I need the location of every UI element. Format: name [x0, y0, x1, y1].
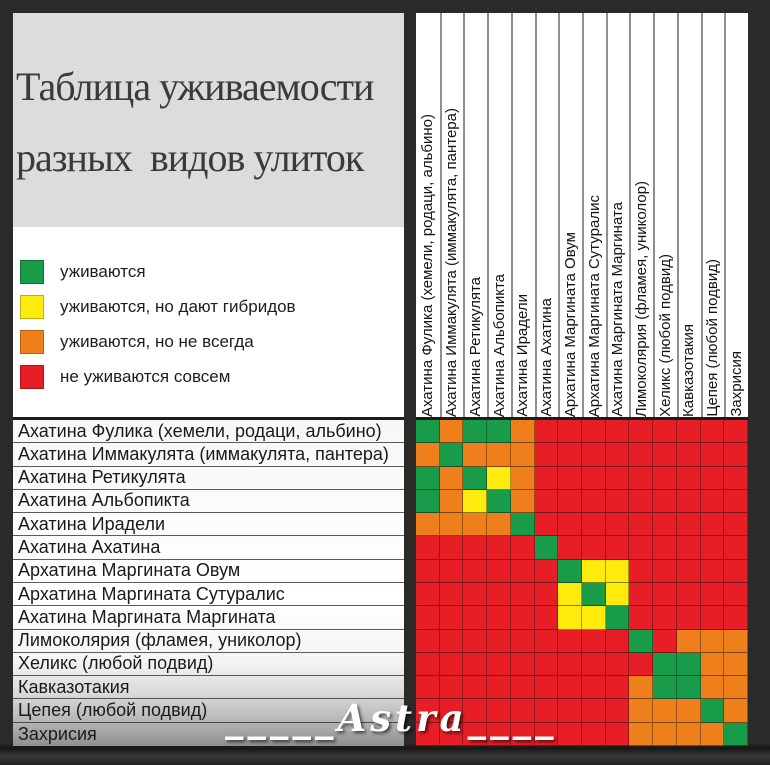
matrix-cell-red — [582, 699, 606, 722]
column-header-label: Лимоколярия (фламея, униколор) — [633, 180, 651, 417]
row-label: Ахатина Ирадели — [13, 513, 404, 536]
matrix-cell-red — [724, 490, 748, 513]
title-block — [13, 13, 404, 227]
column-headers — [416, 13, 748, 417]
matrix-cell-red — [511, 723, 535, 746]
column-header-label: Захрисия — [727, 351, 745, 417]
matrix-cell-red — [629, 583, 653, 606]
matrix-cell-red — [677, 513, 701, 536]
matrix-cell-red — [606, 630, 630, 653]
matrix-cell-red — [701, 513, 725, 536]
row-label: Архатина Маргината Овум — [13, 560, 404, 583]
matrix-cell-orange — [629, 699, 653, 722]
matrix-cell-red — [653, 490, 677, 513]
matrix-cell-orange — [511, 420, 535, 443]
matrix-cell-red — [653, 467, 677, 490]
matrix-cell-green — [677, 676, 701, 699]
matrix-cell-red — [535, 723, 559, 746]
matrix-cell-orange — [463, 513, 487, 536]
matrix-cell-red — [416, 583, 440, 606]
matrix-cell-red — [724, 583, 748, 606]
matrix-cell-red — [535, 560, 559, 583]
row-label: Ахатина Ретикулята — [13, 467, 404, 490]
matrix-cell-red — [535, 443, 559, 466]
column-header — [701, 13, 725, 417]
matrix-cell-red — [724, 443, 748, 466]
matrix-cell-red — [440, 630, 464, 653]
column-header — [724, 13, 748, 417]
matrix-cell-green — [416, 490, 440, 513]
column-header-label: Ахатина Альбопикта — [490, 273, 508, 417]
matrix-cell-red — [582, 536, 606, 559]
matrix-cell-red — [463, 699, 487, 722]
matrix-cell-orange — [463, 443, 487, 466]
compatibility-matrix — [416, 417, 748, 746]
matrix-cell-red — [724, 536, 748, 559]
matrix-cell-red — [558, 723, 582, 746]
column-header — [606, 13, 630, 417]
matrix-cell-red — [606, 676, 630, 699]
matrix-cell-red — [511, 560, 535, 583]
matrix-cell-red — [606, 513, 630, 536]
legend-swatch-red — [20, 365, 44, 389]
page-title-line2: разных видов улиток — [16, 135, 364, 180]
matrix-cell-red — [535, 467, 559, 490]
matrix-cell-yellow — [606, 583, 630, 606]
row-label: Кавказотакия — [13, 676, 404, 699]
matrix-cell-red — [558, 490, 582, 513]
table-content — [13, 13, 748, 746]
matrix-cell-red — [511, 583, 535, 606]
matrix-cell-red — [463, 606, 487, 629]
legend-item-red — [13, 359, 404, 394]
matrix-cell-red — [724, 560, 748, 583]
row-label: Ахатина Ахатина — [13, 536, 404, 559]
column-header — [653, 13, 677, 417]
matrix-cell-red — [535, 420, 559, 443]
matrix-cell-red — [701, 467, 725, 490]
matrix-cell-green — [535, 536, 559, 559]
matrix-cell-red — [629, 560, 653, 583]
matrix-cell-yellow — [558, 606, 582, 629]
matrix-cell-green — [463, 467, 487, 490]
matrix-cell-red — [535, 583, 559, 606]
matrix-cell-green — [487, 420, 511, 443]
matrix-cell-red — [463, 536, 487, 559]
matrix-cell-red — [535, 630, 559, 653]
matrix-cell-orange — [487, 443, 511, 466]
matrix-cell-red — [511, 536, 535, 559]
matrix-cell-red — [582, 420, 606, 443]
matrix-cell-red — [416, 699, 440, 722]
page-title-line1: Таблица уживаемости — [16, 64, 374, 109]
matrix-cell-red — [629, 653, 653, 676]
matrix-cell-red — [724, 513, 748, 536]
matrix-cell-red — [701, 443, 725, 466]
matrix-cell-red — [582, 630, 606, 653]
matrix-cell-green — [653, 653, 677, 676]
matrix-cell-orange — [416, 443, 440, 466]
legend-label: не уживаются совсем — [60, 366, 231, 386]
matrix-cell-red — [463, 560, 487, 583]
matrix-cell-red — [487, 676, 511, 699]
matrix-cell-green — [416, 420, 440, 443]
legend-label: уживаются, но дают гибридов — [60, 296, 296, 316]
matrix-cell-red — [606, 467, 630, 490]
matrix-cell-red — [724, 467, 748, 490]
matrix-cell-orange — [440, 490, 464, 513]
matrix-cell-red — [535, 513, 559, 536]
matrix-cell-red — [558, 676, 582, 699]
matrix-cell-red — [701, 560, 725, 583]
matrix-cell-red — [558, 630, 582, 653]
matrix-cell-red — [582, 513, 606, 536]
matrix-cell-red — [629, 513, 653, 536]
matrix-cell-orange — [724, 676, 748, 699]
matrix-cell-orange — [677, 723, 701, 746]
matrix-cell-red — [653, 443, 677, 466]
matrix-cell-green — [487, 490, 511, 513]
row-label: Захрисия — [18, 723, 97, 744]
matrix-cell-red — [701, 606, 725, 629]
matrix-cell-green — [416, 467, 440, 490]
matrix-cell-red — [558, 443, 582, 466]
matrix-cell-yellow — [463, 490, 487, 513]
legend-label: уживаются — [60, 261, 146, 281]
matrix-cell-orange — [440, 513, 464, 536]
matrix-cell-red — [606, 490, 630, 513]
row-label: Архатина Маргината Сутуралис — [13, 583, 404, 606]
matrix-cell-red — [440, 723, 464, 746]
row-label: Лимоколярия (фламея, униколор) — [13, 630, 404, 653]
matrix-cell-red — [535, 490, 559, 513]
matrix-cell-red — [582, 490, 606, 513]
matrix-cell-green — [677, 653, 701, 676]
matrix-cell-red — [606, 723, 630, 746]
column-header — [487, 13, 511, 417]
column-header-label: Ахатина Ирадели — [514, 294, 532, 417]
matrix-cell-green — [511, 513, 535, 536]
row-label: Ахатина Маргината Маргината — [13, 606, 404, 629]
matrix-cell-orange — [511, 490, 535, 513]
matrix-cell-red — [416, 630, 440, 653]
matrix-cell-red — [558, 536, 582, 559]
legend-swatch-orange — [20, 330, 44, 354]
matrix-cell-red — [416, 560, 440, 583]
matrix-cell-red — [582, 676, 606, 699]
matrix-cell-red — [677, 443, 701, 466]
column-header-label: Ахатина Ахатина — [538, 298, 556, 417]
matrix-cell-red — [440, 560, 464, 583]
matrix-cell-green — [724, 723, 748, 746]
matrix-cell-orange — [440, 467, 464, 490]
matrix-cell-red — [535, 676, 559, 699]
matrix-cell-red — [416, 653, 440, 676]
legend-label: уживаются, но не всегда — [60, 331, 254, 351]
matrix-cell-red — [653, 583, 677, 606]
matrix-cell-yellow — [582, 606, 606, 629]
matrix-cell-red — [582, 723, 606, 746]
matrix-cell-orange — [724, 630, 748, 653]
matrix-cell-red — [511, 653, 535, 676]
matrix-cell-red — [629, 443, 653, 466]
row-label: Ахатина Фулика (хемели, родаци, альбино) — [13, 420, 404, 443]
matrix-cell-orange — [487, 513, 511, 536]
matrix-panel — [416, 13, 748, 746]
matrix-cell-red — [677, 490, 701, 513]
matrix-cell-orange — [701, 653, 725, 676]
row-label: Хеликс (любой подвид) — [13, 653, 404, 676]
matrix-cell-red — [440, 676, 464, 699]
column-header-label: Архатина Маргината Сутуралис — [585, 194, 603, 417]
matrix-cell-green — [463, 420, 487, 443]
matrix-cell-red — [463, 723, 487, 746]
row-label: Цепея (любой подвид) — [13, 699, 404, 722]
legend-item-orange — [13, 324, 404, 359]
matrix-cell-red — [511, 606, 535, 629]
column-header-label: Ахатина Маргината Маргината — [609, 202, 627, 417]
matrix-cell-red — [416, 606, 440, 629]
matrix-cell-orange — [677, 630, 701, 653]
matrix-cell-orange — [701, 630, 725, 653]
matrix-cell-red — [629, 536, 653, 559]
matrix-cell-red — [653, 420, 677, 443]
matrix-cell-red — [558, 420, 582, 443]
matrix-cell-green — [629, 630, 653, 653]
matrix-cell-red — [653, 536, 677, 559]
matrix-cell-yellow — [606, 560, 630, 583]
matrix-cell-red — [701, 490, 725, 513]
column-header — [535, 13, 559, 417]
column-header — [677, 13, 701, 417]
column-header — [440, 13, 464, 417]
matrix-cell-red — [511, 630, 535, 653]
matrix-cell-red — [416, 676, 440, 699]
matrix-cell-orange — [677, 699, 701, 722]
matrix-cell-red — [535, 699, 559, 722]
row-labels — [13, 420, 404, 746]
matrix-cell-red — [629, 490, 653, 513]
matrix-cell-red — [677, 583, 701, 606]
matrix-cell-orange — [701, 723, 725, 746]
column-header — [416, 13, 440, 417]
matrix-cell-red — [416, 536, 440, 559]
column-header-label: Ахатина Фулика (хемели, родаци, альбино) — [418, 113, 436, 417]
matrix-cell-red — [558, 467, 582, 490]
matrix-cell-orange — [416, 513, 440, 536]
column-header — [463, 13, 487, 417]
matrix-cell-red — [558, 513, 582, 536]
matrix-cell-red — [416, 723, 440, 746]
column-header-label: Кавказотакия — [680, 324, 698, 417]
matrix-cell-red — [701, 420, 725, 443]
matrix-cell-red — [677, 420, 701, 443]
matrix-cell-red — [606, 443, 630, 466]
matrix-cell-red — [629, 467, 653, 490]
matrix-cell-red — [463, 676, 487, 699]
column-header-label: Ахатина Иммакулята (иммакулята, пантера) — [443, 107, 461, 417]
matrix-cell-red — [606, 653, 630, 676]
column-header-label: Цепея (любой подвид) — [704, 259, 722, 417]
matrix-cell-red — [606, 420, 630, 443]
left-panel — [13, 13, 404, 746]
matrix-cell-red — [487, 653, 511, 676]
column-header-label: Ахатина Ретикулята — [467, 277, 485, 417]
matrix-cell-red — [724, 420, 748, 443]
matrix-cell-green — [440, 443, 464, 466]
matrix-cell-orange — [653, 699, 677, 722]
matrix-cell-red — [535, 653, 559, 676]
matrix-cell-red — [653, 606, 677, 629]
matrix-cell-red — [440, 583, 464, 606]
matrix-cell-orange — [511, 467, 535, 490]
legend-item-green — [13, 254, 404, 289]
matrix-cell-red — [511, 676, 535, 699]
matrix-cell-red — [606, 699, 630, 722]
matrix-cell-red — [701, 583, 725, 606]
matrix-cell-red — [653, 560, 677, 583]
matrix-cell-red — [535, 606, 559, 629]
matrix-cell-red — [582, 467, 606, 490]
column-header — [582, 13, 606, 417]
column-header — [629, 13, 653, 417]
matrix-cell-red — [487, 699, 511, 722]
matrix-cell-green — [606, 606, 630, 629]
matrix-cell-red — [724, 606, 748, 629]
legend-swatch-yellow — [20, 295, 44, 319]
matrix-cell-red — [463, 653, 487, 676]
matrix-cell-red — [701, 536, 725, 559]
matrix-cell-red — [629, 606, 653, 629]
matrix-cell-green — [701, 699, 725, 722]
matrix-cell-orange — [629, 723, 653, 746]
matrix-cell-red — [582, 653, 606, 676]
matrix-cell-orange — [629, 676, 653, 699]
watermark: _____Astra____ — [225, 696, 558, 740]
matrix-cell-red — [558, 653, 582, 676]
legend-item-yellow — [13, 289, 404, 324]
matrix-cell-orange — [511, 443, 535, 466]
matrix-cell-red — [487, 583, 511, 606]
matrix-cell-orange — [724, 699, 748, 722]
matrix-cell-red — [463, 583, 487, 606]
matrix-cell-red — [677, 536, 701, 559]
column-header — [511, 13, 535, 417]
column-header-label: Архатина Маргината Овум — [561, 231, 579, 417]
matrix-cell-orange — [724, 653, 748, 676]
matrix-cell-green — [653, 676, 677, 699]
matrix-cell-red — [487, 630, 511, 653]
matrix-cell-orange — [701, 676, 725, 699]
matrix-cell-yellow — [487, 467, 511, 490]
legend — [13, 227, 404, 417]
matrix-cell-red — [440, 536, 464, 559]
matrix-cell-red — [487, 606, 511, 629]
matrix-cell-red — [487, 723, 511, 746]
column-header — [558, 13, 582, 417]
matrix-cell-red — [677, 606, 701, 629]
matrix-cell-red — [463, 630, 487, 653]
matrix-cell-red — [511, 699, 535, 722]
matrix-cell-red — [653, 513, 677, 536]
matrix-cell-red — [677, 560, 701, 583]
matrix-cell-red — [440, 653, 464, 676]
matrix-cell-green — [582, 583, 606, 606]
row-label: Ахатина Альбопикта — [13, 490, 404, 513]
matrix-cell-red — [677, 467, 701, 490]
matrix-cell-red — [606, 536, 630, 559]
matrix-cell-red — [558, 699, 582, 722]
matrix-cell-red — [653, 630, 677, 653]
column-header-label: Хеликс (любой подвид) — [656, 254, 674, 417]
matrix-cell-orange — [653, 723, 677, 746]
matrix-cell-green — [558, 560, 582, 583]
matrix-cell-yellow — [582, 560, 606, 583]
matrix-cell-yellow — [558, 583, 582, 606]
matrix-cell-red — [582, 443, 606, 466]
matrix-cell-red — [440, 699, 464, 722]
matrix-cell-red — [629, 420, 653, 443]
matrix-cell-red — [487, 536, 511, 559]
matrix-cell-red — [440, 606, 464, 629]
matrix-cell-red — [487, 560, 511, 583]
row-label: Ахатина Иммакулята (иммакулята, пантера) — [13, 443, 404, 466]
legend-swatch-green — [20, 260, 44, 284]
matrix-cell-orange — [440, 420, 464, 443]
